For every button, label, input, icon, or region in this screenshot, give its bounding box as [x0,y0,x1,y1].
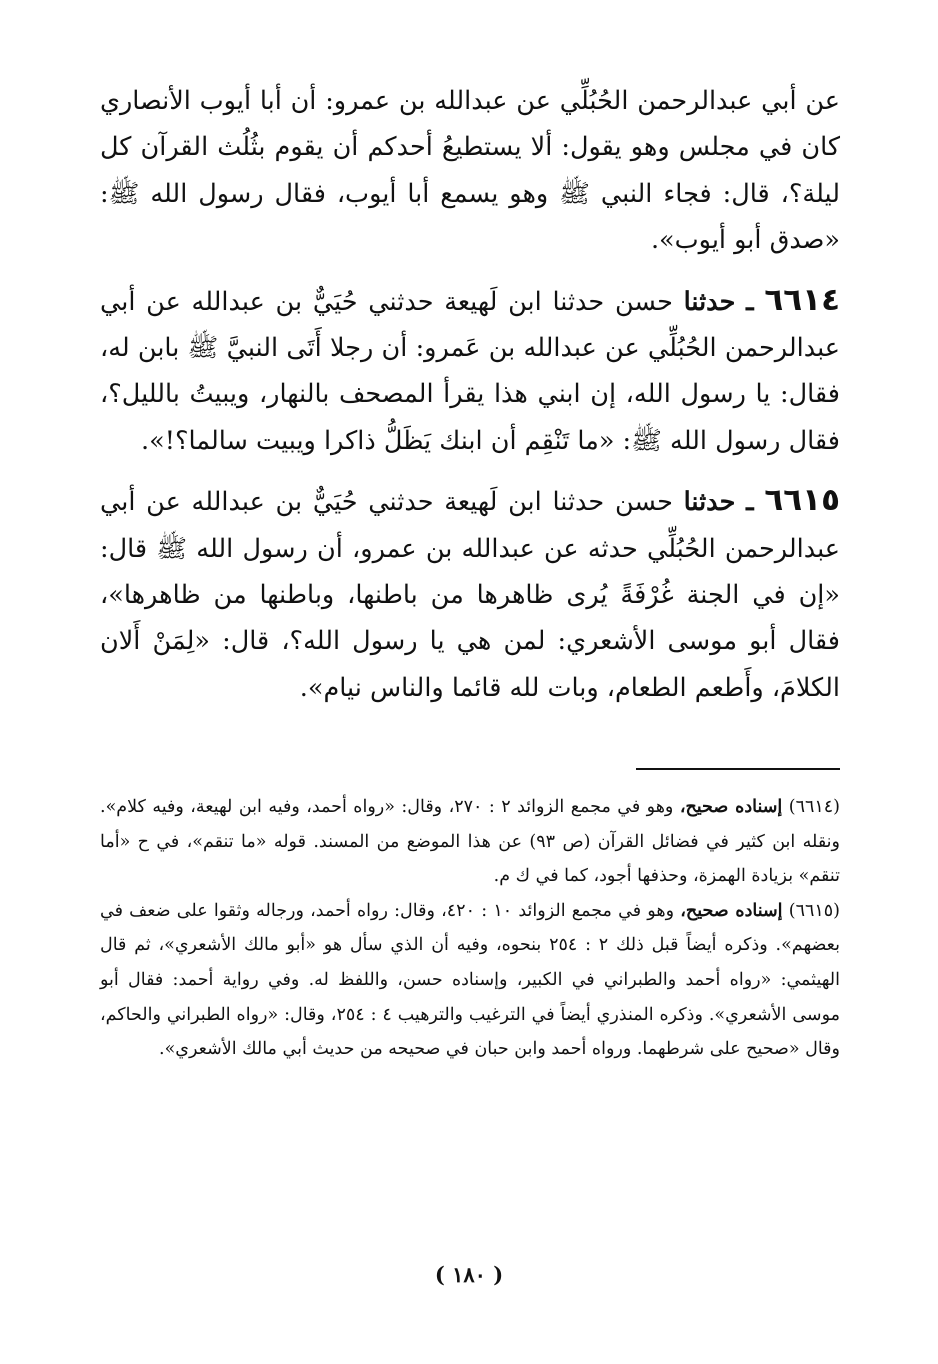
hadith-number: ٦٦١٤ [764,281,841,318]
hadith-text: حسن حدثنا ابن لَهيعة حدثني حُيَيٌّ بن عبدالله عن أبي عبدالرحمن الحُبُلِّي عن عبدالله بن عَمرو: أن رجلا أَتَى النبيَّ ﷺ بابن له، فقال: يا رسول الله، إن ابني هذا يقرأ المصحف بالنهار، ويبيتُ بالليل؟، فقال رسول الله ﷺ: «ما تَنْقِم أن ابنك يَظَلُّ ذاكرا ويبيت سالما؟!». [100,286,840,456]
footnote-separator [636,768,840,770]
hadith-6614 [100,277,840,465]
footnote-text: وهو في مجمع الزوائد ١٠ : ٤٢٠، وقال: رواه أحمد، ورجاله وثقوا على ضعف في بعضهم». وذكره أيضاً قبل ذلك ٢ : ٢٥٤ بنحوه، وفيه أن الذي سأل هو «أبو مالك الأشعري»، ثم قال الهيثمي: «رواه أحمد والطبراني في الكبير، وإسناده حسن، واللفظ له. وفي رواية أحمد: فقال أبو موسى الأشعري». وذكره المنذري أيضاً في الترغيب والترهيب ٤ : ٢٥٤، وقال: «رواه الطبراني والحاكم، وقال «صحيح على شرطهما. ورواه أحمد وابن حبان في صحيحه من حديث أبي مالك الأشعري». [100,900,840,1060]
footnote-label: (٦٦١٥) [788,900,840,921]
hadith-number: ٦٦١٥ [764,482,841,519]
intro-paragraph: عن أبي عبدالرحمن الحُبُلِّي عن عبدالله بن عمرو: أن أبا أيوب الأنصاري كان في مجلس وهو يقول: ألا يستطيعُ أحدكم أن يقوم بثُلُث القرآن كل ليلة؟، قال: فجاء النبي ﷺ وهو يسمع أبا أيوب، فقال رسول الله ﷺ: «صدق أبو أيوب». [100,86,840,256]
hadith-text: حسن حدثنا ابن لَهيعة حدثني حُيَيٌّ بن عبدالله عن أبي عبدالرحمن الحُبُلِّي حدثه عن عبدالله بن عمرو، أن رسول الله ﷺ قال: «إن في الجنة غُرْفَةً يُرى ظاهرها من باطنها، وباطنها من ظاهرها»، فقال أبو موسى الأشعري: لمن هي يا رسول الله؟، قال: «لِمَنْ أَلان الكلامَ، وأَطعم الطعام، وبات لله قائما والناس نيام». [100,487,840,703]
footnote-keyword: إسناده صحيح، [679,797,783,817]
footnote-text: وهو في مجمع الزوائد ٢ : ٢٧٠، وقال: «رواه أحمد، وفيه ابن لهيعة، وفيه كلام». ونقله ابن كثير في فضائل القرآن (ص ٩٣) عن هذا الموضع من المسند. قوله «ما تنقم»، في ح «أما تنقم» بزيادة الهمزة، وحذفها أجود، كما في ك م. [100,797,840,887]
main-text [100,78,840,711]
footnote-label: (٦٦١٤) [788,797,840,817]
hadith-6615 [100,477,840,711]
footnote-6614 [100,790,840,894]
hadith-dash: ـ [746,487,754,518]
footnotes [100,790,840,1067]
footnote-6615 [100,894,840,1067]
hadith-keyword: حدثنا [683,286,736,317]
page-number: ( ١٨٠ ) [434,1262,504,1287]
hadith-dash: ـ [746,286,754,317]
footnote-keyword: إسناده صحيح، [680,900,783,921]
hadith-keyword: حدثنا [683,487,736,518]
